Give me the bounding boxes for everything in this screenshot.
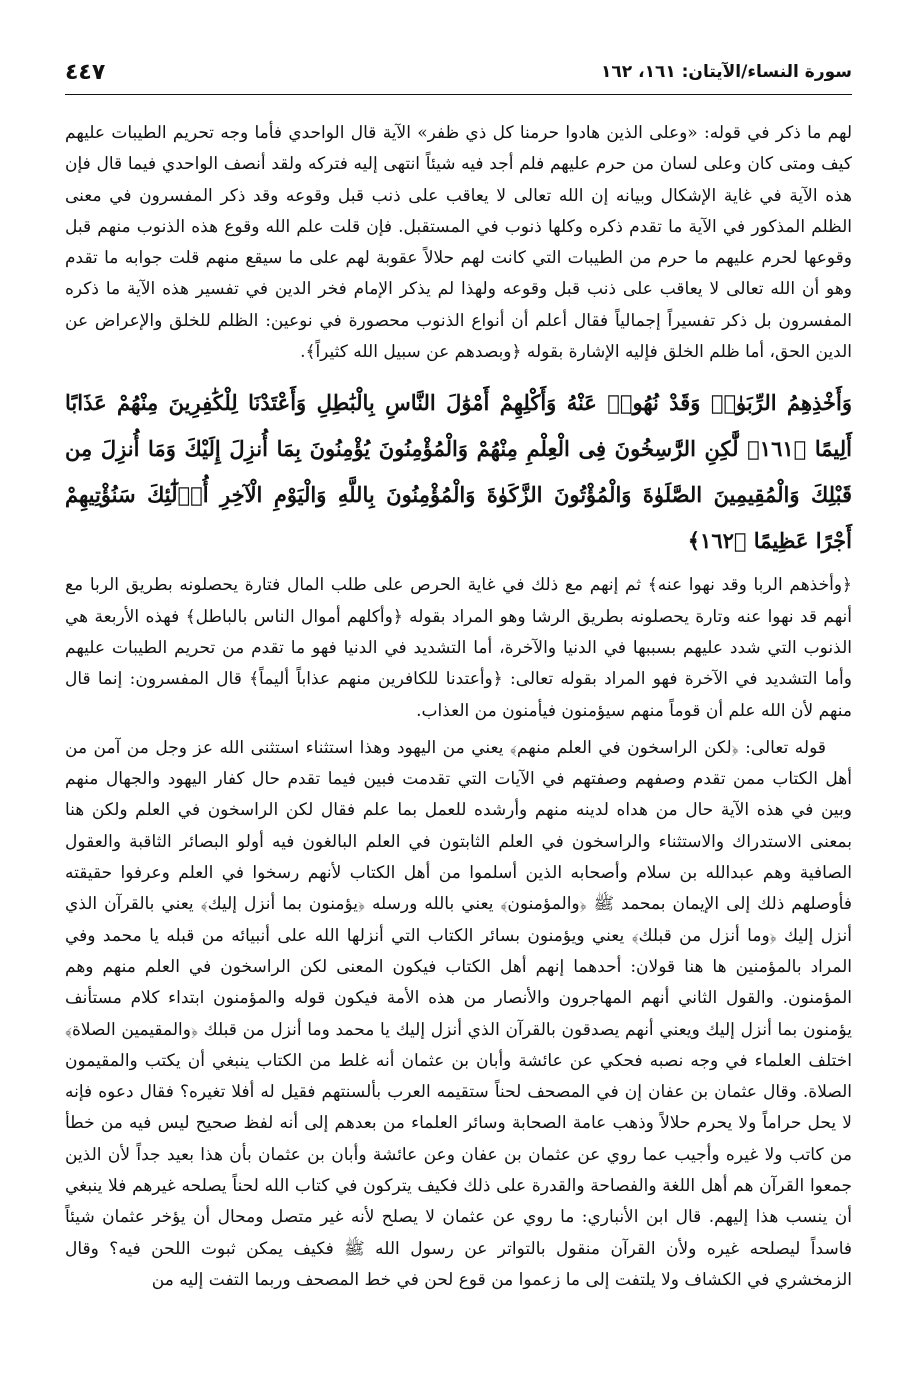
paragraph-3: قوله تعالى: ﴿لكن الراسخون في العلم منهم﴾ يعني من اليهود وهذا استثناء استثنى الله عز وجل من آمن من أهل الكتاب ممن تقدم وصفهم وصفتهم في الآيات التي تقدمت فبين فيما تقدم حال كفار اليهود والجهال منهم وبين في هذه الآية حال من هداه لدينه منهم وأرشده للعمل بما علم فقال لكن الراسخون في العلم ولكن هنا بمعنى الاستدراك والاستثناء والراسخون في العلم الثابتون في العلم البالغون فيه أولو البصائر الثاقبة والعقول الصافية وهم عبدالله بن سلام وأصحابه الذين أسلموا من أهل الكتاب لأنهم رسخوا في العلم وعرفوا حقيقته فأوصلهم ذلك إلى الإيمان بمحمد ﷺ ﴿والمؤمنون﴾ يعني بالله ورسله ﴿يؤمنون بما أنزل إليك﴾ يعني بالقرآن الذي أنزل إليك ﴿وما أنزل من قبلك﴾ يعني ويؤمنون بسائر الكتاب التي أنزلها الله على أنبيائه من قبله يا محمد وفي المراد بالمؤمنين ها هنا قولان: أحدهما إنهم أهل الكتاب فيكون المعنى لكن الراسخون في العلم منهم وهم المؤمنون. والقول الثاني أنهم المهاجرون والأنصار من هذه الأمة فيكون قوله والمؤمنون ابتداء كلام مستأنف يؤمنون بما أنزل إليك ويعني أنهم يصدقون بالقرآن الذي أنزل إليك يا محمد وما أنزل من قبلك ﴿والمقيمين الصلاة﴾ اختلف العلماء في وجه نصبه فحكي عن عائشة وأبان بن عثمان أنه غلط من الكتاب ينبغي أن يكتب والمقيمون الصلاة. وقال عثمان بن عفان إن في المصحف لحناً ستقيمه العرب بألسنتهم فقيل له أفلا تغيره؟ فقال دعوه فإنه لا يحل حراماً ولا يحرم حلالاً وذهب عامة الصحابة وسائر العلماء من بعدهم إلى أنه لفظ صحيح ليس فيه من خطأ من كاتب ولا غيره وأجيب عما روي عن عثمان بن عفان وعن عائشة وأبان بن عثمان بأن هذا بعيد جداً لأن الذين جمعوا القرآن هم أهل اللغة والفصاحة والقدرة على ذلك فكيف يتركون في كتاب الله لحناً يصلحه غيرهم فلا ينبغي أن ينسب هذا إليهم. قال ابن الأنباري: ما روي عن عثمان لا يصلح لأنه غير متصل ومحال أن يؤخر عثمان شيئاً فاسداً ليصلحه غيره ولأن القرآن منقول بالتواتر عن رسول الله ﷺ فكيف يمكن ثبوت اللحن فيه؟ وقال الزمخشري في الكشاف ولا يلتفت إلى ما زعموا من قوع لحن في خط المصحف وربما التفت إليه من [65, 737, 852, 1290]
quran-verse: وَأَخْذِهِمُ الرِّبَوٰا۟ وَقَدْ نُهُوا۟ عَنْهُ وَأَكْلِهِمْ أَمْوَٰلَ النَّاسِ بِالْبَٰطِلِ وَأَعْتَدْنَا لِلْكَٰفِرِينَ مِنْهُمْ عَذَابًا أَلِيمًا ﴿١٦١﴾ لَّٰكِنِ الرَّٰسِخُونَ فِى الْعِلْمِ مِنْهُمْ وَالْمُؤْمِنُونَ يُؤْمِنُونَ بِمَا أُنزِلَ إِلَيْكَ وَمَا أُنزِلَ مِن قَبْلِكَ وَالْمُقِيمِينَ الصَّلَوٰةَ وَالْمُؤْتُونَ الزَّكَوٰةَ وَالْمُؤْمِنُونَ بِاللَّهِ وَالْيَوْمِ الْآخِرِ أُو۟لَٰٓئِكَ سَنُؤْتِيهِمْ أَجْرًا عَظِيمًا ﴿١٦٢﴾ [65, 390, 852, 554]
paragraph-2: ﴿وأخذهم الربا وقد نهوا عنه﴾ ثم إنهم مع ذلك في غاية الحرص على طلب المال فتارة يحصلونه بطريق الربا مع أنهم قد نهوا عنه وتارة يحصلونه بطريق الرشا وهو المراد بقوله ﴿وأكلهم أموال الناس بالباطل﴾ فهذه الأربعة هي الذنوب التي شدد عليهم بسببها في الدنيا والآخرة، أما التشديد في الدنيا فهو ما تقدم من تحريم الطيبات عليهم وأما التشديد في الآخرة فهو المراد بقوله تعالى: ﴿وأعتدنا للكافرين منهم عذاباً أليماً﴾ قال المفسرون: إنما قال منهم لأن الله علم أن قوماً منهم سيؤمنون فيأمنون من العذاب. [65, 575, 852, 721]
page-body [65, 118, 852, 1296]
paragraph-1: لهم ما ذكر في قوله: «وعلى الذين هادوا حرمنا كل ذي ظفر» الآية قال الواحدي فأما وجه تحريم الطيبات عليهم كيف ومتى كان وعلى لسان من حرم عليهم فلم أجد فيه شيئاً انتهى إليه فتركه ولقد أنصف الواحدي فيما قال فإن هذه الآية في غاية الإشكال وبيانه إن الله تعالى لا يعاقب على ذنب قبل وقوعه وقد ذكر المفسرون في معنى الظلم المذكور في الآية ما تقدم ذكره وكلها ذنوب في المستقبل. فإن قلت علم الله وقوع هذه الذنوب منهم قبل وقوعها لحرم عليهم ما حرم من الطيبات التي كانت لهم حلالاً عقوبة لهم على ما سيقع منهم قلت جوابه ما تقدم وهو أن الله تعالى لا يعاقب على ذنب قبل وقوعه ولهذا لم يذكر الإمام فخر الدين في تفسير هذه الآية ما ذكره المفسرون بل ذكر تفسيراً إجمالياً فقال أعلم أن أنواع الذنوب محصورة في نوعين: الظلم للخلق والإعراض عن الدين الحق، أما ظلم الخلق فإليه الإشارة بقوله ﴿وبصدهم عن سبيل الله كثيراً﴾. [65, 123, 852, 363]
page-header [65, 60, 852, 95]
page-number: ٤٤٧ [65, 60, 106, 85]
surah-title: سورة النساء/الآيتان: ١٦١، ١٦٢ [601, 62, 852, 82]
